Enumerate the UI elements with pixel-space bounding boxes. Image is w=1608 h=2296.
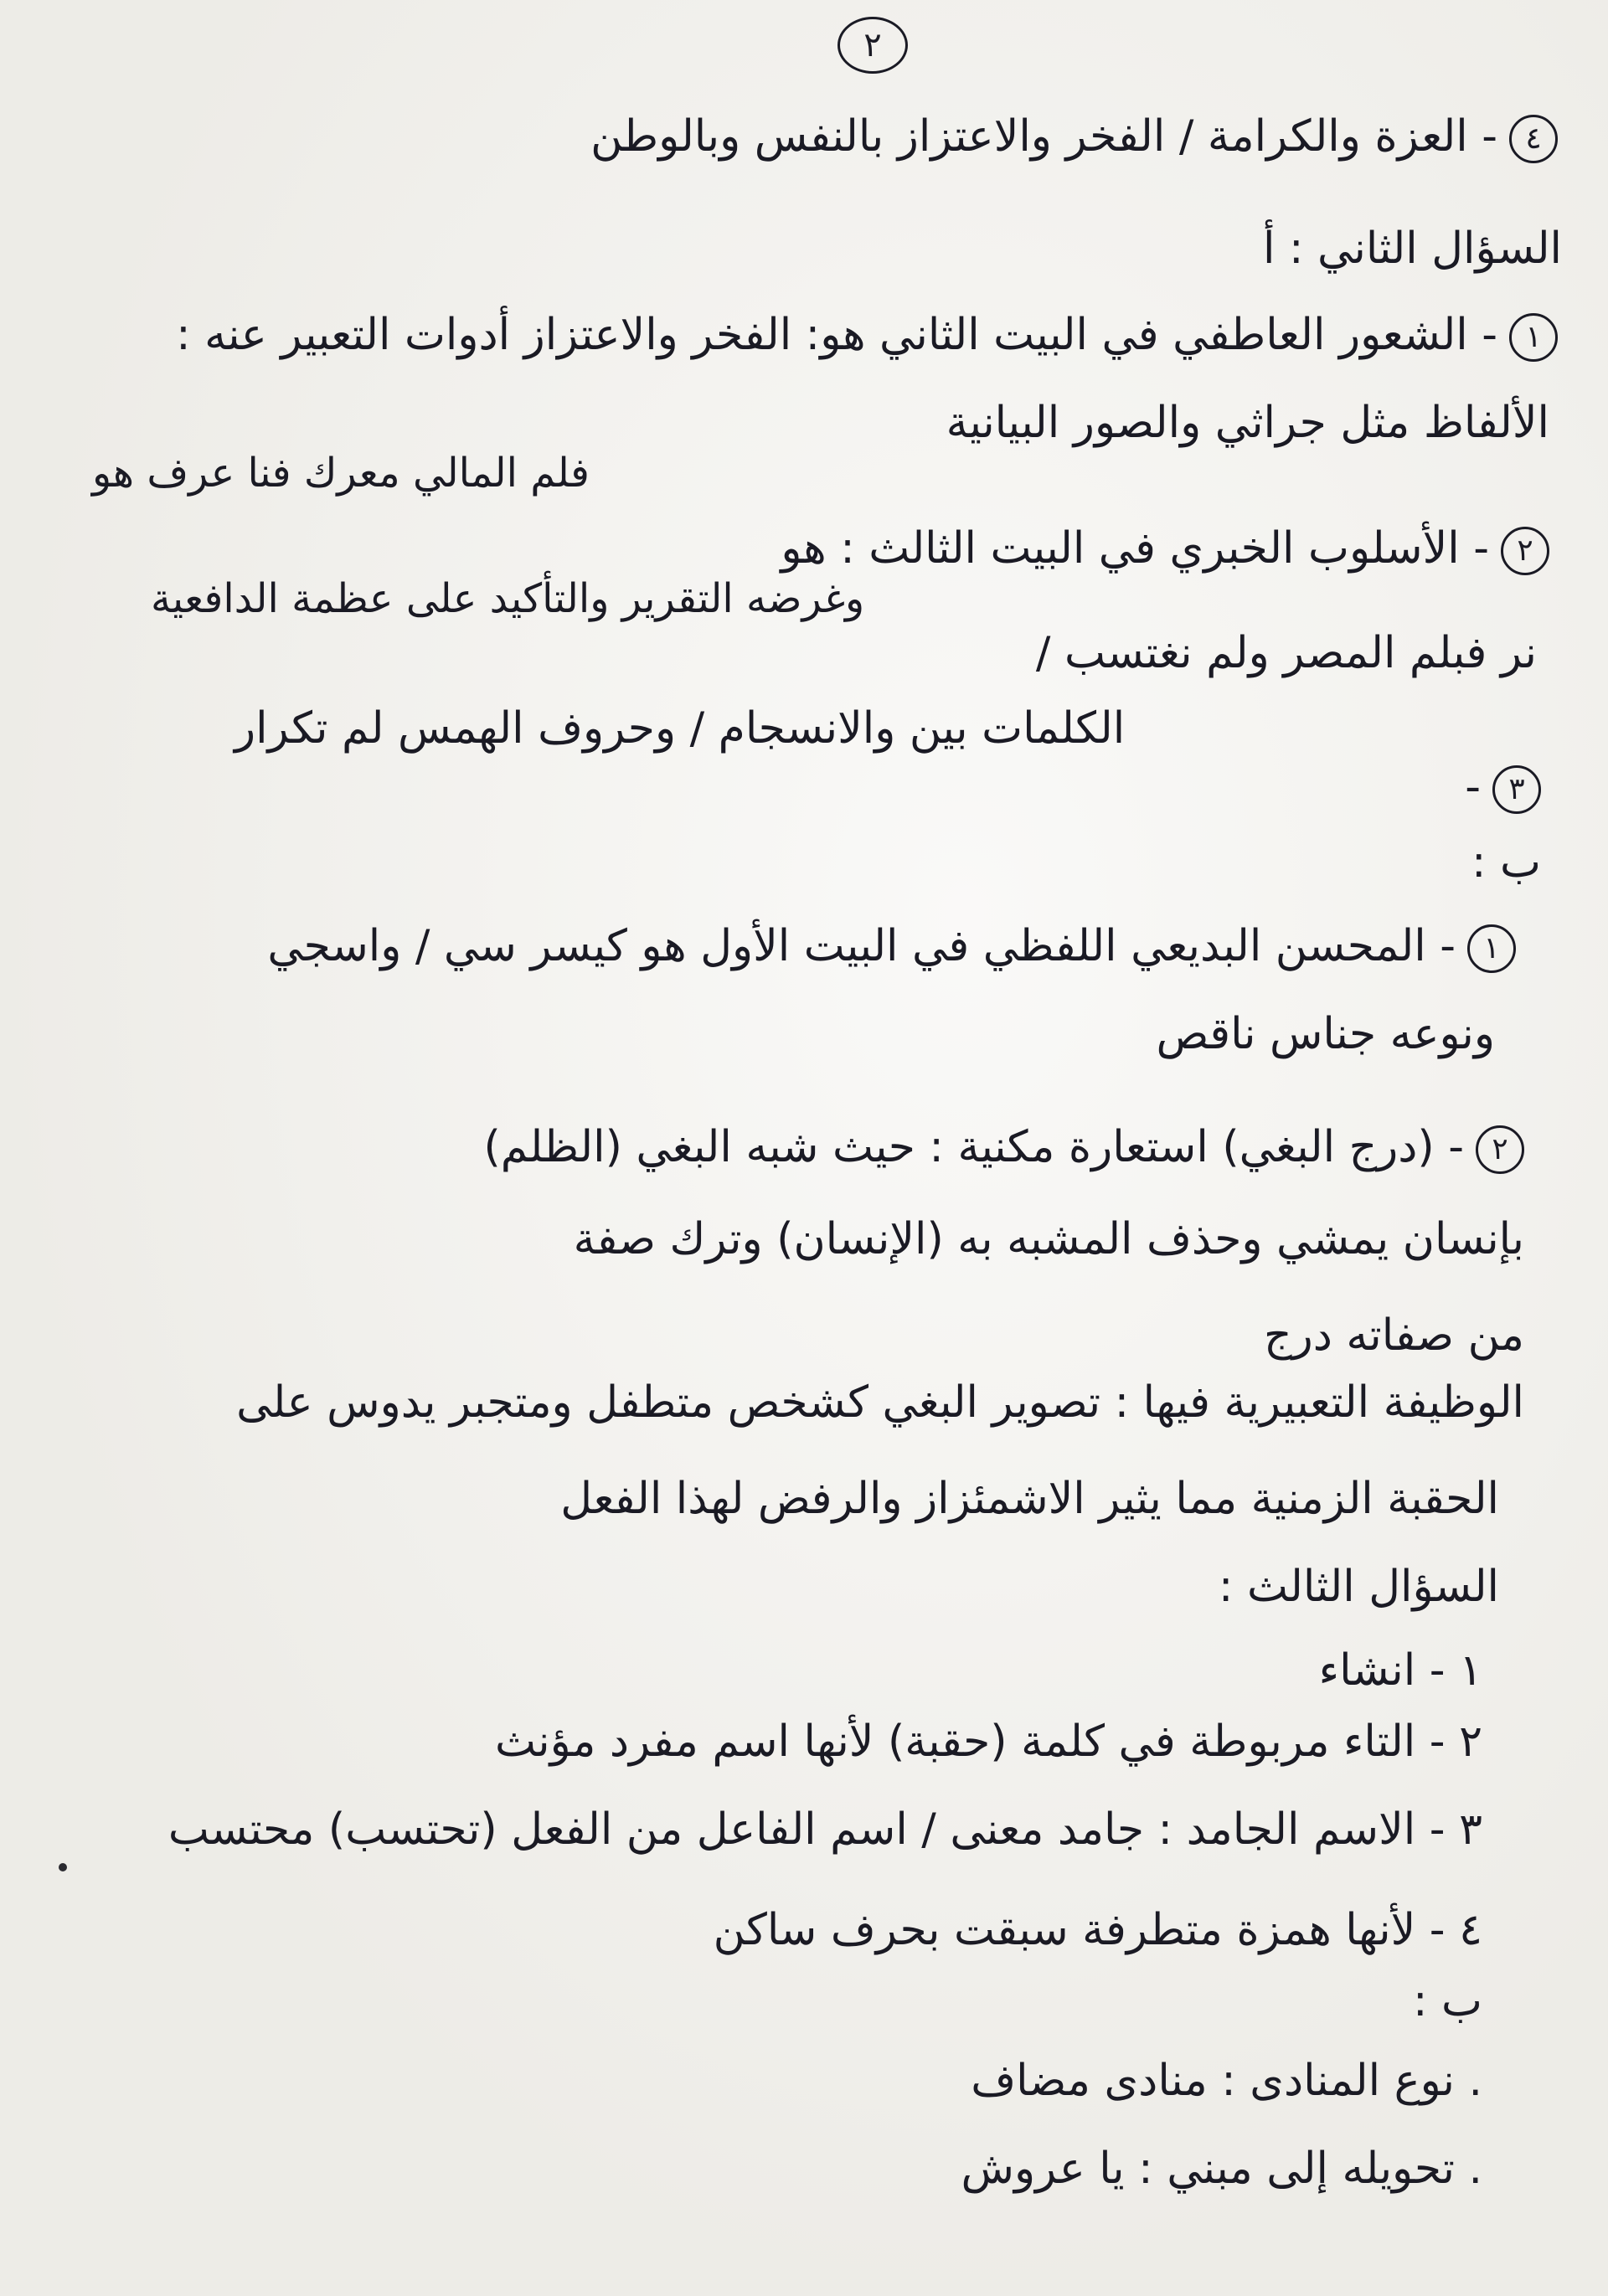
answer-line: [961, 2139, 1482, 2198]
line-text: ١ - انشاء: [1318, 1645, 1482, 1696]
line-text: - المحسن البديعي اللفظي في البيت الأول هو كيسر سي / واسجي: [267, 921, 1456, 971]
line-text: ٤ - لأنها همزة متطرفة سبقت بحرف ساكن: [713, 1905, 1482, 1955]
line-text: الوظيفة التعبيرية فيها : تصوير البغي كشخص متطفل ومتجبر يدوس على: [236, 1377, 1524, 1428]
item-number: ٢: [1476, 1125, 1524, 1174]
line-text: ونوعه جناس ناقص: [1156, 1009, 1495, 1059]
line-text: . تحويله إلى مبني : يا عروش: [961, 2144, 1482, 2194]
answer-line: [495, 1712, 1482, 1771]
line-text: ٣ - الاسم الجامد : جامد معنى / اسم الفاعل من الفعل (تحتسب) محتسب: [168, 1804, 1482, 1855]
line-text: الحقبة الزمنية مما يثير الاشمئزاز والرفض لهذا الفعل: [560, 1474, 1499, 1524]
answer-line: [1157, 1005, 1495, 1063]
answer-line: [574, 1210, 1524, 1269]
answer-line: [560, 1470, 1499, 1528]
answer-line: [234, 699, 1125, 758]
item-number: ١: [1467, 924, 1516, 973]
item-number: ٣: [1492, 765, 1541, 814]
line-text: . نوع المنادى : منادى مضاف: [971, 2056, 1482, 2106]
answer-line: [590, 107, 1558, 166]
answer-line: [484, 1118, 1524, 1176]
line-text: ب :: [1471, 837, 1541, 888]
line-text: السؤال الثالث :: [1218, 1562, 1499, 1612]
line-text: من صفاته درج: [1264, 1310, 1524, 1361]
line-text: فلم المالي معرك فنا عرف هو: [92, 450, 590, 497]
answer-line: [1263, 219, 1562, 278]
answer-line: [971, 2051, 1482, 2110]
answer-line: [946, 394, 1549, 452]
line-text: السؤال الثاني : أ: [1263, 224, 1562, 274]
answer-line: [168, 1800, 1482, 1859]
answer-line: [1471, 833, 1541, 892]
line-text: - الأسلوب الخبري في البيت الثالث : هو: [781, 523, 1489, 574]
answer-line: [151, 569, 864, 628]
line-text: الكلمات بين والانسجام / وحروف الهمس لم تكرار: [234, 703, 1126, 754]
line-text: بإنسان يمشي وحذف المشبه به (الإنسان) وترك صفة: [573, 1214, 1524, 1264]
item-number: ٢: [1501, 527, 1549, 575]
line-text: وغرضه التقرير والتأكيد على عظمة الدافعية: [151, 575, 865, 622]
item-number: ١: [1509, 313, 1558, 362]
line-text: - العزة والكرامة / الفخر والاعتزاز بالنفس وبالوطن: [590, 111, 1497, 162]
answer-line: [714, 1901, 1482, 1959]
line-text: نر فبلم المصر ولم نغتسب /: [1035, 628, 1537, 678]
item-number: ٤: [1509, 115, 1558, 163]
ink-dot: [59, 1863, 67, 1871]
answer-line: [1465, 758, 1541, 816]
line-text: - الشعور العاطفي في البيت الثاني هو: الفخر والاعتزاز أدوات التعبير عنه :: [176, 310, 1497, 360]
page-number: ٢: [838, 17, 908, 74]
line-text: ٢ - التاء مربوطة في كلمة (حقبة) لأنها اسم مفرد مؤنث: [495, 1717, 1482, 1767]
answer-line: [1319, 1641, 1482, 1700]
answer-line: [1264, 1306, 1524, 1365]
line-text: -: [1465, 762, 1481, 812]
line-text: - (درج البغي) استعارة مكنية : حيث شبه البغي (الظلم): [483, 1122, 1464, 1172]
line-text: ب :: [1412, 1976, 1482, 2026]
answer-line: [267, 917, 1516, 976]
answer-line: [1036, 624, 1537, 682]
answer-line: [176, 306, 1558, 364]
answer-line: [92, 444, 590, 502]
answer-line: [781, 519, 1549, 578]
answer-line: [236, 1373, 1524, 1432]
answer-line: [1413, 1972, 1482, 2031]
line-text: الألفاظ مثل جراثي والصور البيانية: [946, 398, 1549, 448]
answer-line: [1219, 1557, 1499, 1616]
